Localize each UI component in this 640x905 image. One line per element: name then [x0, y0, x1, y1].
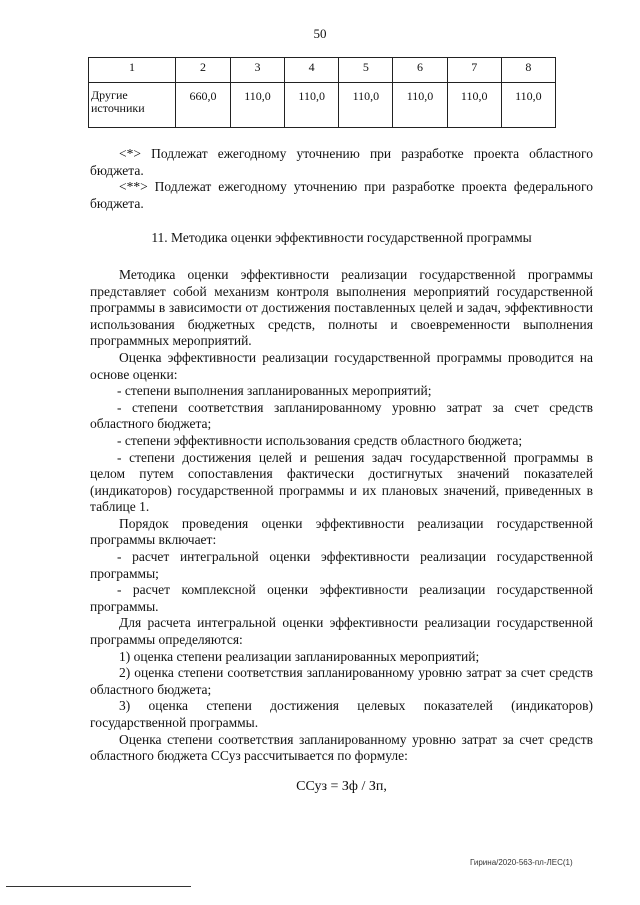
paragraph: Порядок проведения оценки эффективности реализации государственной программы включает: [90, 515, 593, 548]
document-body [90, 146, 593, 809]
list-item: - степени эффективности использования средств областного бюджета; [117, 432, 523, 448]
table-header-cell: 2 [176, 58, 231, 83]
table-cell: 110,0 [393, 83, 447, 128]
footnote-federal: <**> Подлежат ежегодному уточнению при разработке проекта федерального бюджета. [90, 179, 593, 211]
table-header-cell: 8 [501, 58, 555, 83]
table-header-cell: 1 [89, 58, 176, 83]
list-item: 2) оценка степени соответствия запланированному уровню затрат за счет средств областного бюджета; [90, 665, 593, 697]
paragraph: Оценка эффективности реализации государственной программы проводится на основе оценки: [90, 349, 593, 382]
table-header-cell: 7 [447, 58, 501, 83]
table-header-cell: 4 [285, 58, 339, 83]
table-row [89, 83, 556, 128]
table-cell: 660,0 [176, 83, 231, 128]
table-cell: 110,0 [501, 83, 555, 128]
table-cell: 110,0 [339, 83, 393, 128]
formula: ССуз = Зф / Зп, [296, 778, 387, 794]
table-header-cell: 6 [393, 58, 447, 83]
table-header-row [89, 58, 556, 83]
list-item: - степени соответствия запланированному уровню затрат за счет средств областного бюджета; [90, 399, 593, 432]
table-cell: 110,0 [230, 83, 284, 128]
table-cell: 110,0 [447, 83, 501, 128]
document-code: Гирина/2020-563-пл-ЛЕС(1) [470, 858, 573, 867]
row-label: Другие источники [89, 83, 176, 128]
paragraph: Оценка степени соответствия запланированному уровню затрат за счет средств областного бюджета ССуз рассчитывается по формуле: [90, 731, 593, 764]
table-header-cell: 3 [230, 58, 284, 83]
table-header-cell: 5 [339, 58, 393, 83]
list-item: 1) оценка степени реализации запланированных мероприятий; [119, 648, 480, 664]
footnote-divider [6, 886, 191, 887]
list-item: - степени достижения целей и решения задач государственной программы в целом путем сопоставления фактически достигнутых значений показателей (индикаторов) государственной программы и их плановых значений, приведенных в таблице 1. [90, 449, 593, 515]
page-number: 50 [313, 26, 327, 41]
paragraph: Для расчета интегральной оценки эффективности реализации государственной программы определяются: [90, 615, 593, 648]
funding-table [88, 57, 556, 128]
list-item: - степени выполнения запланированных мероприятий; [117, 383, 432, 399]
table-cell: 110,0 [285, 83, 339, 128]
list-item: - расчет интегральной оценки эффективности реализации государственной программы; [90, 549, 593, 581]
paragraph: Методика оценки эффективности реализации государственной программы представляет собой механизм контроля выполнения мероприятий государственной программы в зависимости от достижения поставленных целей и задач, эффективности использования бюджетных средств, полноты и своевременности выполнения программных мероприятий. [90, 266, 593, 349]
footnote-regional: <*> Подлежат ежегодному уточнению при разработке проекта областного бюджета. [90, 146, 593, 178]
section-heading: 11. Методика оценки эффективности государственной программы [151, 230, 532, 246]
list-item: 3) оценка степени достижения целевых показателей (индикаторов) государственной программы. [90, 698, 593, 730]
list-item: - расчет комплексной оценки эффективности реализации государственной программы. [90, 582, 593, 614]
